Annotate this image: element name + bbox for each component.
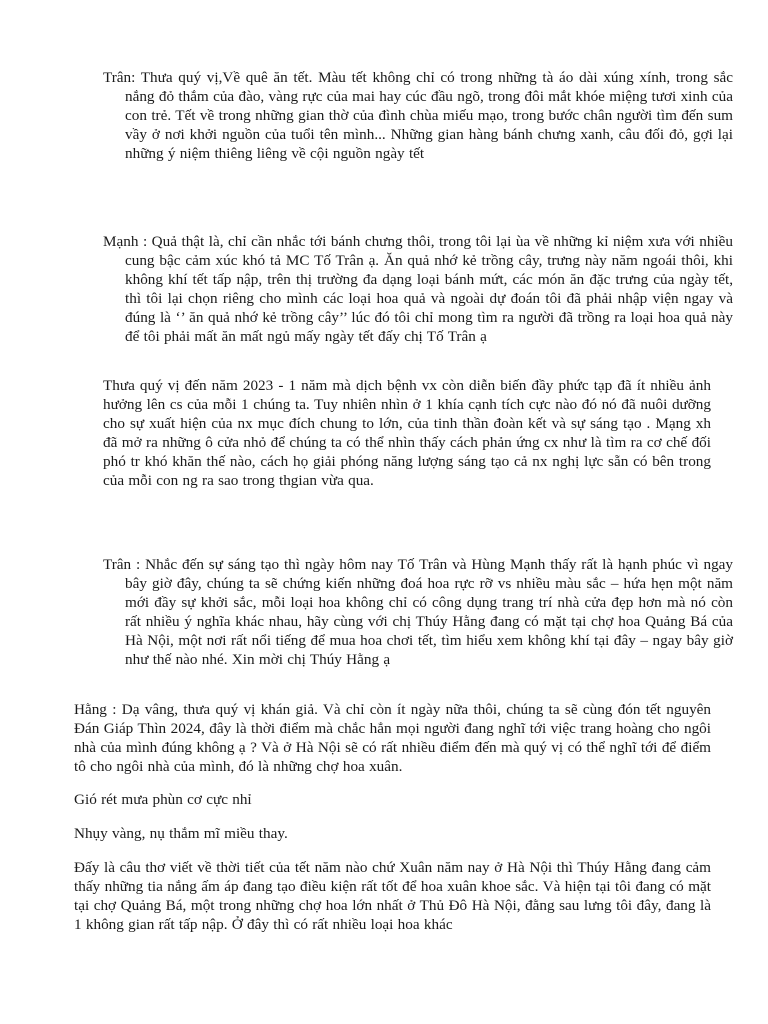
paragraph-tran-intro: Trân: Thưa quý vị,Về quê ăn tết. Màu tết không chỉ có trong những tà áo dài xúng xính, trong sắc nắng đỏ thắm của đào, vàng rực của mai hay cúc đầu ngõ, trong đôi mắt khóe miệng tươi xinh của con trẻ. Tết về trong những gian thờ của đình chùa miếu mạo, trong bước chân người tìm đến sum vầy ở nơi khởi nguồn của tuổi tên mình... Những gian hàng bánh chưng xanh, câu đối đỏ, gợi lại những ý niệm thiêng liêng về cội nguồn ngày tết [103,69,733,162]
paragraph-manh-reply: Mạnh : Quả thật là, chỉ cần nhắc tới bánh chưng thôi, trong tôi lại ùa về những kỉ niệm xưa với nhiều cung bậc cảm xúc khó tả MC Tố Trân ạ. Ăn quả nhớ kẻ trồng cây, trưng này năm ngoái thôi, khi không khí tết tấp nập, trên thị trường đa dạng loại bánh mứt, các món ăn đặc trưng của ngày tết, thì tôi lại chọn riêng cho mình các loại hoa quả và ngoài dự đoán tôi đã phải nhập viện ngay và đúng là ‘’ ăn quả nhớ kẻ trồng cây’’ lúc đó tôi chỉ mong tìm ra người đã trồng ra loại hoa quả này để tôi phải mất ăn mất ngủ mấy ngày tết đấy chị Tố Trân ạ [103,233,733,345]
paragraph-hang-reply: Hằng : Dạ vâng, thưa quý vị khán giả. Và chỉ còn ít ngày nữa thôi, chúng ta sẽ cùng đón tết nguyên Đán Giáp Thìn 2024, đây là thời điểm mà chắc hẳn mọi người đang nghĩ tới việc trang hoàng cho ngôi nhà của mình đúng không ạ ? Và ở Hà Nội sẽ có rất nhiều điểm đến mà quý vị có thể nghĩ tới để điểm tô cho ngôi nhà của mình, đó là những chợ hoa xuân. [74,701,711,775]
paragraph-tran-creativity: Trân : Nhắc đến sự sáng tạo thì ngày hôm nay Tố Trân và Hùng Mạnh thấy rất là hạnh phúc vì ngay bây giờ đây, chúng ta sẽ chứng kiến những đoá hoa rực rỡ vs nhiều màu sắc – hứa hẹn một năm mới đầy sự khởi sắc, mỗi loại hoa không chỉ có công dụng trang trí nhà cửa đẹp hơn mà nó còn rất nhiều ý nghĩa khác nhau, hãy cùng với chị Thúy Hằng đang có mặt tại chợ hoa Quảng Bá của Hà Nội, một nơi rất nổi tiếng để mua hoa chơi tết, tìm hiểu xem không khí tại đây – ngay bây giờ như thế nào nhé. Xin mời chị Thúy Hằng ạ [103,556,733,668]
paragraph-narration-2023: Thưa quý vị đến năm 2023 - 1 năm mà dịch bệnh vx còn diễn biến đầy phức tạp đã ít nhiều ảnh hưởng lên cs của mỗi 1 chúng ta. Tuy nhiên nhìn ở 1 khía cạnh tích cực nào đó nó đã nuôi dưỡng cho sự xuất hiện của nx mục đích chung to lớn, của tinh thần đoàn kết và sự sáng tạo . Mạng xh đã mở ra những ô cửa nhỏ để chúng ta có thể nhìn thấy cách phản ứng cx như là tìm ra cơ chế đối phó tr khó khăn thế nào, cách họ giải phóng năng lượng sáng tạo cả nx nghị lực sẵn có bên trong của mỗi con ng ra sao trong thgian vừa qua. [103,377,711,489]
paragraph-weather: Đấy là câu thơ viết về thời tiết của tết năm nào chứ Xuân năm nay ở Hà Nội thì Thúy Hằng đang cảm thấy những tia nắng ấm áp đang tạo điều kiện rất tốt để hoa xuân khoe sắc. Và hiện tại tôi đang có mặt tại chợ Quảng Bá, một trong những chợ hoa lớn nhất ở Thủ Đô Hà Nội, đằng sau lưng tôi đây, đang là 1 không gian rất tấp nập. Ở đây thì có rất nhiều loại hoa khác [74,859,711,933]
poem-line-2: Nhụy vàng, nụ thắm mĩ miều thay. [74,825,288,842]
poem-line-1: Gió rét mưa phùn cơ cực nhỉ [74,791,252,808]
